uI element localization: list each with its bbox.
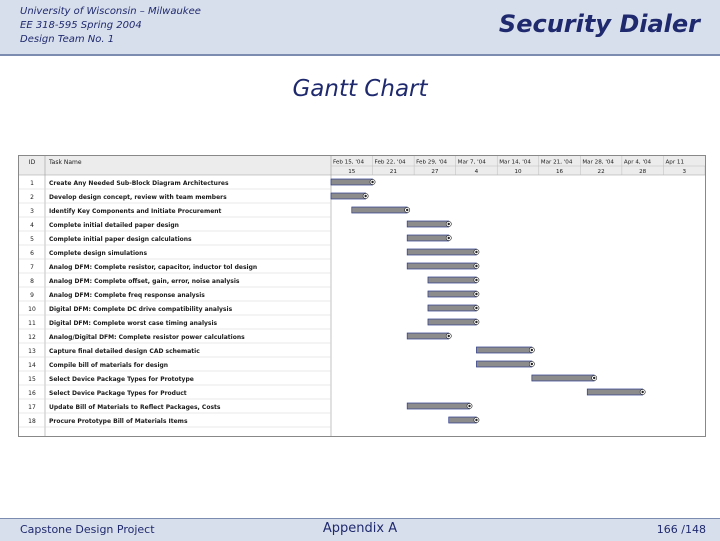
task-id: 13 (28, 348, 36, 355)
task-id: 8 (30, 278, 34, 285)
task-name: Identify Key Components and Initiate Procurement (49, 208, 222, 215)
footer-appendix: Appendix A (322, 521, 398, 536)
day-label: 10 (514, 169, 522, 175)
task-name: Complete initial detailed paper design (49, 222, 179, 229)
task-name: Create Any Needed Sub-Block Diagram Architectures (49, 180, 229, 187)
task-id: 5 (30, 236, 34, 243)
slide-header (0, 0, 720, 56)
task-id: 17 (28, 404, 36, 411)
task-end-dot (448, 237, 450, 239)
task-name: Procure Prototype Bill of Materials Items (49, 418, 188, 425)
day-label: 3 (682, 169, 687, 175)
task-id: 15 (28, 376, 36, 383)
task-bar (407, 403, 469, 409)
task-end-dot (371, 181, 373, 183)
task-bar (407, 249, 476, 255)
task-id: 1 (30, 180, 34, 187)
task-end-dot (448, 335, 450, 337)
slide-title: Gantt Chart (292, 76, 428, 102)
task-name: Develop design concept, review with team members (49, 194, 227, 201)
task-end-dot (475, 419, 477, 421)
task-end-dot (468, 405, 470, 407)
task-name: Capture final detailed design CAD schematic (49, 348, 200, 355)
day-label: 27 (431, 169, 439, 175)
day-label: 21 (389, 169, 397, 175)
week-label: Mar 21, '04 (540, 159, 573, 166)
footer-page-number: 166 /148 (656, 523, 706, 536)
task-id: 12 (28, 334, 36, 341)
task-id: 14 (28, 362, 36, 369)
task-end-dot (475, 321, 477, 323)
task-name: Compile bill of materials for design (49, 362, 169, 369)
task-bar (428, 277, 476, 283)
task-name: Digital DFM: Complete DC drive compatibility analysis (49, 306, 233, 313)
task-id: 7 (30, 264, 34, 271)
task-id: 18 (28, 418, 36, 425)
task-end-dot (406, 209, 408, 211)
day-label: 28 (639, 169, 647, 175)
task-name: Select Device Package Types for Product (49, 390, 187, 397)
task-id: 16 (28, 390, 36, 397)
task-column-header: Task Name (49, 159, 82, 166)
task-bar (407, 333, 449, 339)
week-label: Mar 28, '04 (582, 159, 615, 166)
task-bar (476, 361, 531, 367)
gantt-svg (19, 156, 705, 436)
task-bar (407, 235, 449, 241)
week-label: Apr 4, '04 (623, 159, 652, 166)
day-label: 16 (555, 169, 564, 175)
task-name: Analog DFM: Complete freq response analysis (49, 292, 205, 299)
task-end-dot (475, 279, 477, 281)
task-name: Complete initial paper design calculations (49, 236, 192, 243)
task-bar (428, 291, 476, 297)
day-label: 15 (348, 169, 356, 175)
course-line: EE 318-595 Spring 2004 (20, 20, 142, 31)
task-id: 4 (30, 222, 34, 229)
task-id: 2 (30, 194, 34, 201)
task-bar (331, 193, 366, 199)
task-name: Complete design simulations (49, 250, 148, 257)
task-bar (407, 263, 476, 269)
task-bar (476, 347, 531, 353)
week-label: Mar 7, '04 (457, 159, 486, 166)
slide-footer (0, 518, 720, 541)
week-label: Feb 15, '04 (333, 159, 365, 166)
task-id: 9 (30, 292, 34, 299)
task-name: Select Device Package Types for Prototype (49, 376, 194, 383)
task-end-dot (475, 307, 477, 309)
day-label: 4 (474, 169, 479, 175)
task-name: Update Bill of Materials to Reflect Packages, Costs (49, 404, 221, 411)
week-label: Mar 14, '04 (499, 159, 531, 166)
task-end-dot (475, 251, 477, 253)
task-bar (407, 221, 449, 227)
task-end-dot (593, 377, 595, 379)
task-bar (352, 207, 407, 213)
task-bar (587, 389, 642, 395)
id-column-header: ID (28, 159, 36, 166)
task-name: Digital DFM: Complete worst case timing analysis (49, 320, 218, 327)
week-label: Feb 22, '04 (374, 159, 406, 166)
task-end-dot (448, 223, 450, 225)
task-end-dot (364, 195, 366, 197)
task-name: Analog DFM: Complete offset, gain, error, noise analysis (49, 278, 240, 285)
course-info (20, 5, 201, 47)
task-id: 11 (28, 320, 36, 327)
task-end-dot (475, 293, 477, 295)
week-label: Feb 29, '04 (416, 159, 448, 166)
team-line: Design Team No. 1 (20, 34, 115, 45)
task-bar (331, 179, 373, 185)
task-end-dot (475, 265, 477, 267)
day-label: 22 (597, 169, 605, 175)
task-end-dot (641, 391, 643, 393)
task-end-dot (531, 363, 533, 365)
project-title: Security Dialer (498, 10, 700, 38)
task-name: Analog/Digital DFM: Complete resistor power calculations (49, 334, 245, 341)
gantt-chart (18, 155, 706, 437)
task-id: 6 (30, 250, 34, 257)
task-bar (428, 319, 476, 325)
task-bar (428, 305, 476, 311)
task-name: Analog DFM: Complete resistor, capacitor, inductor tol design (49, 264, 258, 271)
task-end-dot (531, 349, 533, 351)
task-id: 10 (28, 306, 36, 313)
task-bar (449, 417, 477, 423)
week-label: Apr 11 (665, 159, 685, 166)
university-line: University of Wisconsin – Milwaukee (20, 6, 201, 17)
task-id: 3 (30, 208, 34, 215)
footer-project-name: Capstone Design Project (20, 523, 155, 536)
task-bar (532, 375, 594, 381)
